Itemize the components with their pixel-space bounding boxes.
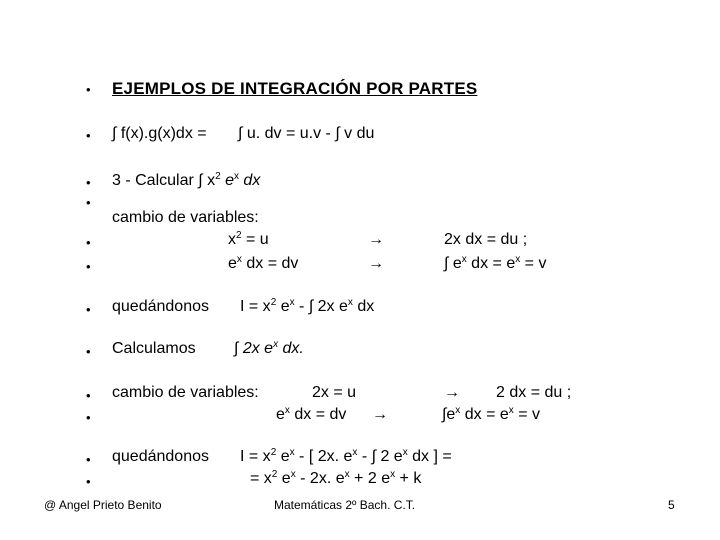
task-line <box>112 171 260 191</box>
c2-v-b: dx = e <box>460 406 509 423</box>
c2-v-e2: x <box>508 405 514 416</box>
quedandonos2-label: quedándonos <box>112 448 209 465</box>
q2l1-e3: x <box>352 447 358 458</box>
q1-b: e <box>276 298 290 315</box>
bullet: • <box>86 195 91 210</box>
v-exp1: x <box>461 254 467 265</box>
v-b: dx = e <box>466 255 516 272</box>
calculamos-label: Calculamos <box>112 340 196 357</box>
q2l1-a: I = x <box>240 448 271 465</box>
q2l1-e1: 2 <box>270 447 277 458</box>
v-a: ∫ e <box>444 255 462 272</box>
cambio1-dv <box>228 254 298 274</box>
bullet: • <box>86 175 91 190</box>
quedandonos1-label: quedándonos <box>112 298 209 315</box>
q2l2-e2: x <box>290 469 296 480</box>
quedandonos1-expr <box>240 297 374 317</box>
cambio1-du: 2x dx = du ; <box>444 231 528 248</box>
q2l2-e1: 2 <box>271 469 278 480</box>
q1-e2: x <box>289 297 295 308</box>
u-rest: = u <box>241 231 269 248</box>
footer-author: @ Angel Prieto Benito <box>44 498 162 512</box>
q2l2-d: + 2 e <box>349 470 391 487</box>
u-exp: 2 <box>236 230 242 241</box>
c2-v-c: = v <box>513 406 540 423</box>
task-mid: e <box>220 172 234 189</box>
quedandonos2-line2 <box>250 469 421 489</box>
cambio2-du: 2 dx = du ; <box>496 384 572 401</box>
q1-a: I = x <box>240 298 271 315</box>
dv-base: e <box>228 255 237 272</box>
task-exp1: 2 <box>215 171 221 182</box>
c2-v-e1: x <box>455 405 461 416</box>
bullet: • <box>86 82 91 97</box>
quedandonos2-line1 <box>240 447 452 467</box>
arrow-icon: → <box>368 231 384 248</box>
q2l1-e4: x <box>402 447 408 458</box>
q1-d: dx <box>352 298 375 315</box>
bullet: • <box>86 474 91 489</box>
q2l1-b: e <box>276 448 290 465</box>
bullet: • <box>86 452 91 467</box>
q2l1-d: - ∫ 2 e <box>357 448 403 465</box>
q2l1-f: dx ] = <box>407 448 452 465</box>
cambio2-dv <box>276 405 346 425</box>
dv-exp: x <box>236 254 242 265</box>
q2l1-c: - [ 2x. e <box>294 448 353 465</box>
v-exp2: x <box>515 254 521 265</box>
c2-dv-a: e <box>276 406 285 423</box>
v-c: = v <box>520 255 547 272</box>
task-suffix: dx <box>238 172 261 189</box>
footer-page-number: 5 <box>668 498 675 512</box>
cambio1-u <box>228 230 269 250</box>
calc-e1: x <box>273 339 279 350</box>
cambio2-heading: cambio de variables: <box>112 384 259 401</box>
arrow-icon: → <box>444 384 460 401</box>
calc-a: ∫ 2x e <box>234 340 274 357</box>
q2l2-e3: x <box>344 469 350 480</box>
footer-course: Matemáticas 2º Bach. C.T. <box>274 498 416 512</box>
bullet: • <box>86 410 91 425</box>
cambio2-v <box>442 405 540 425</box>
bullet: • <box>86 344 91 359</box>
c2-dv-e1: x <box>284 405 290 416</box>
bullet: • <box>86 302 91 317</box>
bullet: • <box>86 128 91 143</box>
cambio1-heading: cambio de variables: <box>112 209 259 226</box>
task-prefix: 3 - Calcular ∫ x <box>112 172 216 189</box>
q1-e1: 2 <box>270 297 277 308</box>
c2-dv-b: dx = dv <box>289 406 347 423</box>
c2-v-a: ∫e <box>442 406 456 423</box>
bullet: • <box>86 388 91 403</box>
q2l2-c: - 2x. e <box>295 470 345 487</box>
q1-e3: x <box>347 297 353 308</box>
calc-b: dx. <box>278 340 304 357</box>
formula-right: ∫ u. dv = u.v - ∫ v du <box>238 125 375 142</box>
calculamos-expr <box>234 339 304 359</box>
q1-c: - ∫ 2x e <box>294 298 348 315</box>
bullet: • <box>86 259 91 274</box>
arrow-icon: → <box>368 255 384 272</box>
bullet: • <box>86 235 91 250</box>
cambio1-v <box>444 254 546 274</box>
q2l2-a: = x <box>250 470 272 487</box>
u-base: x <box>228 231 236 248</box>
cambio2-u: 2x = u <box>312 384 357 401</box>
q2l2-e4: x <box>390 469 396 480</box>
dv-rest: dx = dv <box>241 255 299 272</box>
arrow-icon: → <box>372 406 388 423</box>
q2l2-b: e <box>277 470 291 487</box>
formula-left: ∫ f(x).g(x)dx = <box>112 125 207 142</box>
task-exp2: x <box>233 171 239 182</box>
q2l2-f: + k <box>395 470 422 487</box>
page-title: EJEMPLOS DE INTEGRACIÓN POR PARTES <box>112 79 478 98</box>
q2l1-e2: x <box>289 447 295 458</box>
